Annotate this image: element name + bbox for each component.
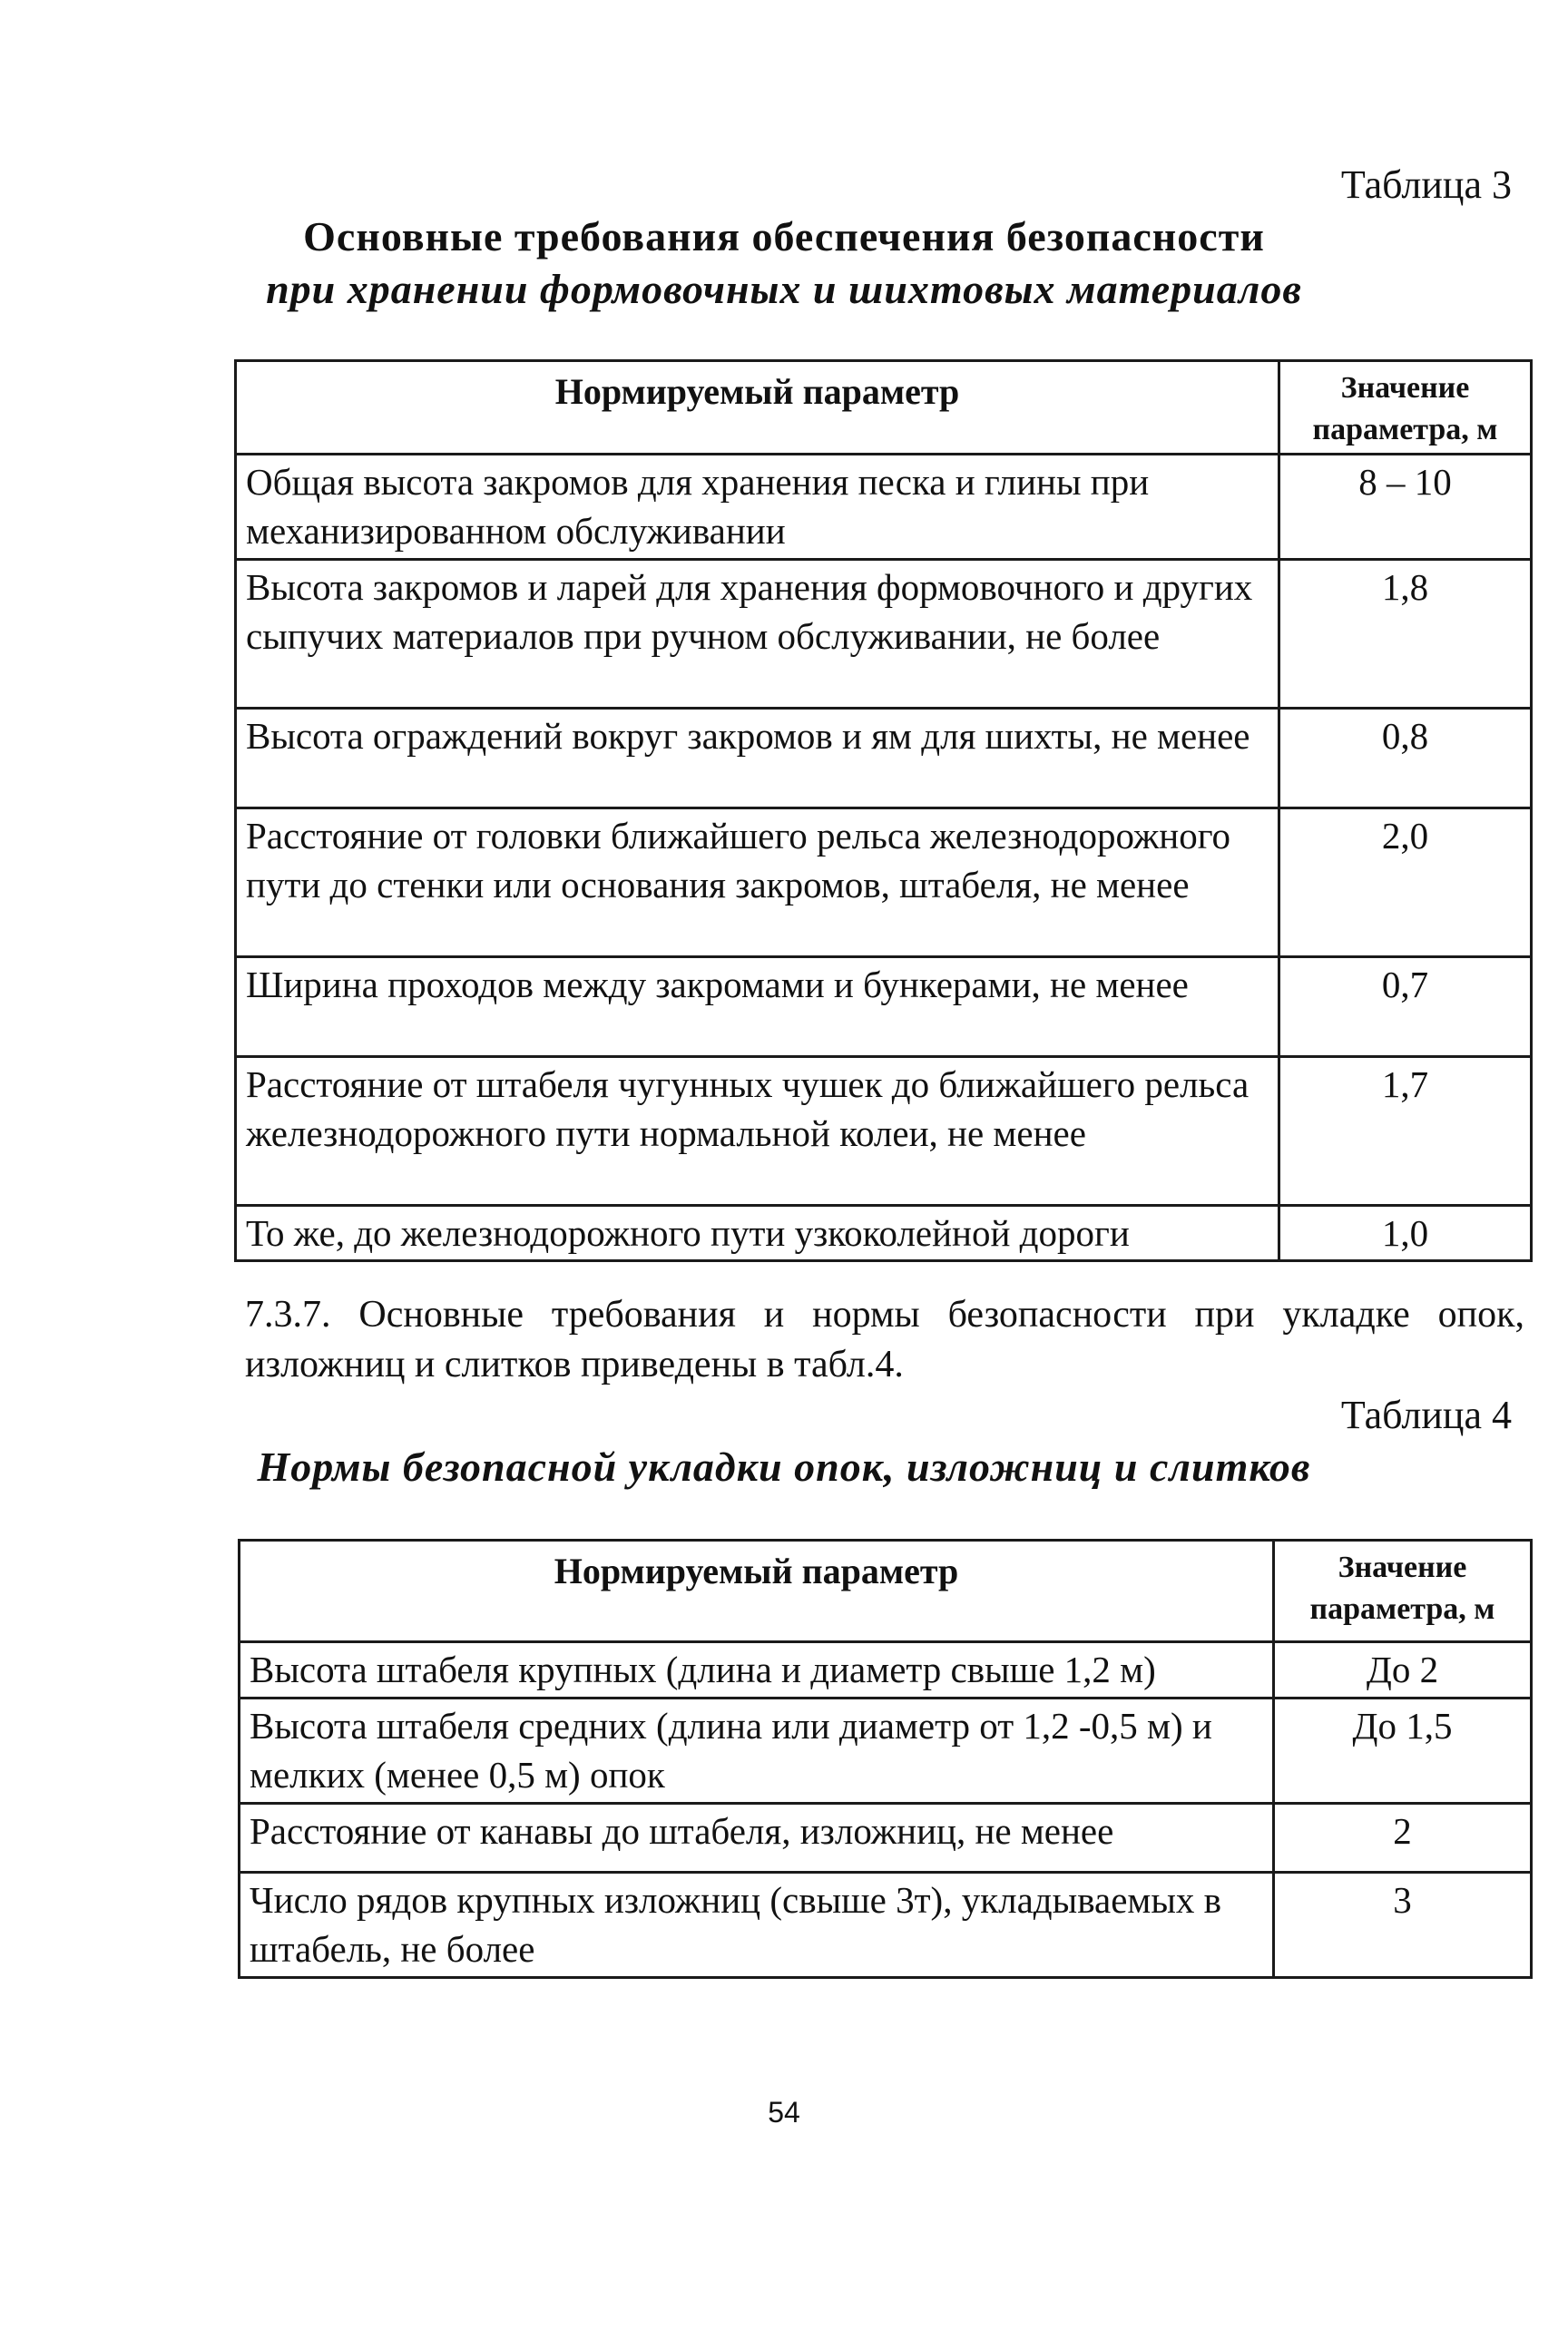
table4-title: Нормы безопасной укладки опок, изложниц и слитков [257, 1444, 1311, 1490]
table4-row-value: 2 [1274, 1803, 1532, 1872]
table3-row-param: Расстояние от штабеля чугунных чушек до ближайшего рельса железнодорожного пути нормальной колеи, не менее [236, 1056, 1279, 1205]
table-row [236, 708, 1532, 808]
table3-row-value: 1,0 [1279, 1205, 1532, 1261]
table-row [236, 559, 1532, 708]
table-row [236, 808, 1532, 956]
table-row [236, 1056, 1532, 1205]
table-row [236, 454, 1532, 559]
table3-header-row [236, 361, 1532, 455]
table3 [234, 359, 1533, 1262]
table-row [240, 1803, 1532, 1872]
table3-row-param: Общая высота закромов для хранения песка и глины при механизированном обслуживании [236, 454, 1279, 559]
table3-row-value: 2,0 [1279, 808, 1532, 956]
table-row [236, 1205, 1532, 1261]
table4-row-param: Расстояние от канавы до штабеля, изложниц, не менее [240, 1803, 1274, 1872]
table3-title-line1: Основные требования обеспечения безопасности [303, 213, 1265, 259]
table4-row-value: До 1,5 [1274, 1698, 1532, 1803]
table3-caption: Таблица 3 [1340, 162, 1512, 207]
table3-row-param: Ширина проходов между закромами и бункерами, не менее [236, 956, 1279, 1056]
table3-header-value: Значение параметра, м [1279, 361, 1532, 455]
table-row [240, 1872, 1532, 1977]
table-row [240, 1698, 1532, 1803]
table3-row-value: 0,7 [1279, 956, 1532, 1056]
table3-row-value: 8 – 10 [1279, 454, 1532, 559]
table4-row-param: Высота штабеля крупных (длина и диаметр свыше 1,2 м) [240, 1642, 1274, 1699]
table3-row-param: Высота закромов и ларей для хранения формовочного и других сыпучих материалов при ручном обслуживании, не более [236, 559, 1279, 708]
table4-caption: Таблица 4 [1340, 1393, 1512, 1437]
table3-row-value: 1,7 [1279, 1056, 1532, 1205]
table4-header-value: Значение параметра, м [1274, 1541, 1532, 1642]
table4 [238, 1539, 1533, 1979]
table4-row-param: Высота штабеля средних (длина или диаметр от 1,2 -0,5 м) и мелких (менее 0,5 м) опок [240, 1698, 1274, 1803]
table4-row-param: Число рядов крупных изложниц (свыше 3т), укладываемых в штабель, не более [240, 1872, 1274, 1977]
table4-row-value: 3 [1274, 1872, 1532, 1977]
table4-row-value: До 2 [1274, 1642, 1532, 1699]
table4-header-row [240, 1541, 1532, 1642]
section-paragraph: 7.3.7. Основные требования и нормы безопасности при укладке опок, изложниц и слитков приведены в табл.4. [245, 1294, 1524, 1386]
table-row [240, 1642, 1532, 1699]
table3-header-param: Нормируемый параметр [236, 361, 1279, 455]
table3-row-param: Расстояние от головки ближайшего рельса железнодорожного пути до стенки или основания закромов, штабеля, не менее [236, 808, 1279, 956]
table3-row-param: То же, до железнодорожного пути узкоколейной дороги [236, 1205, 1279, 1261]
table3-row-value: 1,8 [1279, 559, 1532, 708]
table3-row-param: Высота ограждений вокруг закромов и ям для шихты, не менее [236, 708, 1279, 808]
table3-row-value: 0,8 [1279, 708, 1532, 808]
table3-title-line2: при хранении формовочных и шихтовых материалов [266, 266, 1302, 312]
page-number: 54 [768, 2096, 800, 2129]
table-row [236, 956, 1532, 1056]
table4-header-param: Нормируемый параметр [240, 1541, 1274, 1642]
